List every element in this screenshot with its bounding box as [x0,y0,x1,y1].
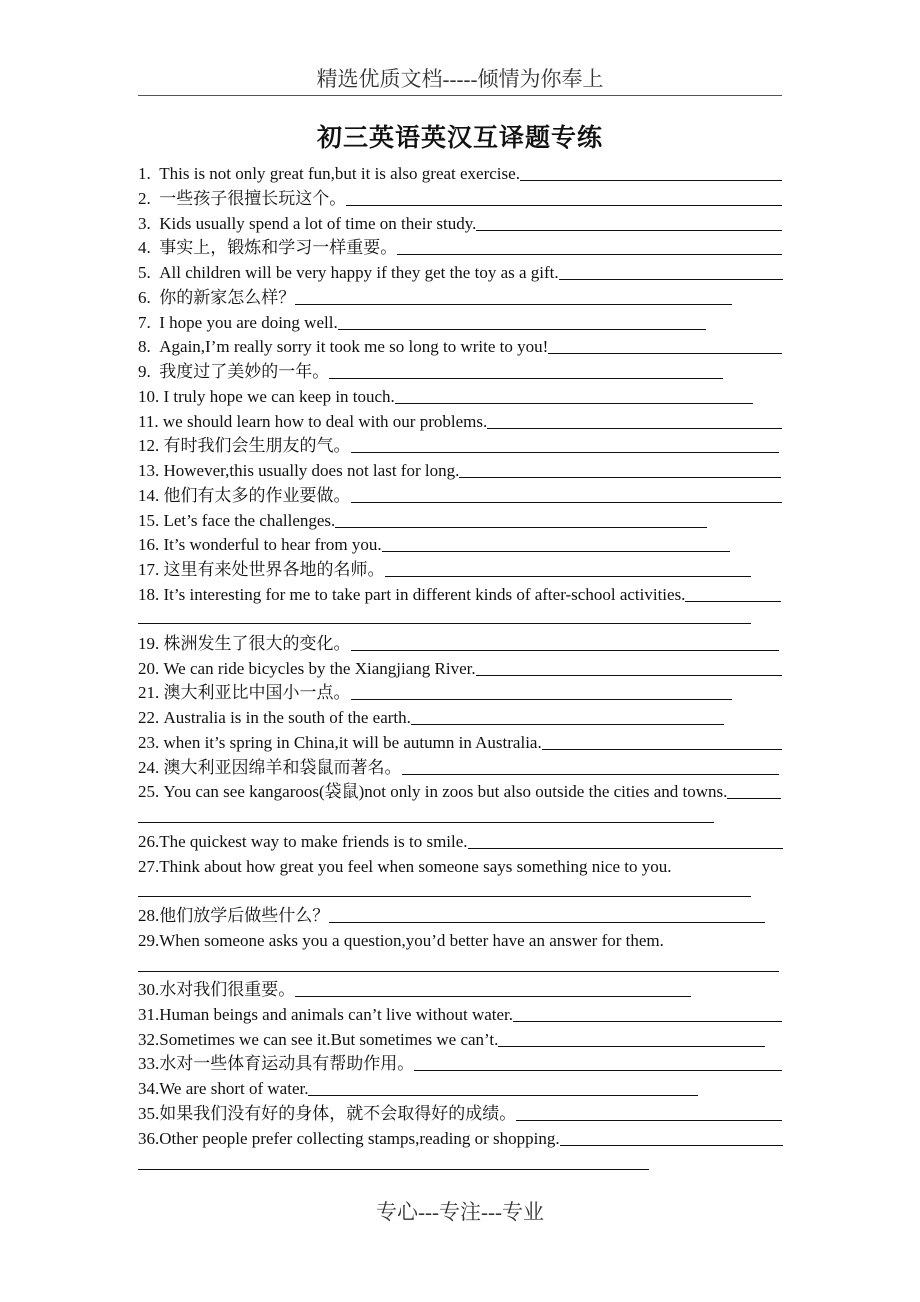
exercise-item [138,1100,782,1124]
item-number: 16. [138,535,164,554]
answer-blank[interactable] [560,1145,783,1146]
item-number: 2. [138,189,160,208]
exercise-item [138,828,783,852]
answer-line[interactable] [138,822,714,823]
item-text: Again,I’m really sorry it took me so long to write to you! [159,337,549,356]
answer-blank[interactable] [468,848,783,849]
item-text: I hope you are doing well. [159,313,338,332]
item-text: 他们放学后做些什么？ [159,906,330,925]
item-number: 31. [138,1005,160,1024]
item-number: 22. [138,708,164,727]
answer-blank[interactable] [411,724,724,725]
exercise-item [138,778,781,802]
page-title: 初三英语英汉互译题专练 [316,125,603,152]
item-text: However,this usually does not last for long. [163,461,460,480]
item-text: Other people prefer collecting stamps,reading or shopping. [159,1129,560,1148]
item-text: Sometimes we can see it.But sometimes we can’t. [159,1030,499,1049]
item-number: 6. [138,288,160,307]
item-text: You can see kangaroos(袋鼠)not only in zoos but also outside the cities and towns. [163,782,728,801]
item-text: we should learn how to deal with our problems. [162,412,488,431]
item-number: 26. [138,832,160,851]
answer-blank[interactable] [329,378,723,379]
answer-blank[interactable] [542,749,782,750]
item-text: 事实上，锻炼和学习一样重要。 [159,238,398,257]
item-text: 他们有太多的作业要做。 [163,486,351,505]
item-text: It’s wonderful to hear from you. [163,535,382,554]
exercise-item [138,655,782,679]
exercise-item [138,531,730,555]
exercise-item [138,457,781,481]
answer-blank[interactable] [414,1070,782,1071]
item-number: 13. [138,461,164,480]
exercise-item [138,333,782,357]
answer-blank[interactable] [351,699,732,700]
item-number: 35. [138,1104,160,1123]
item-number: 32. [138,1030,160,1049]
item-text: 一些孩子很擅长玩这个。 [159,189,347,208]
item-number: 30. [138,980,160,999]
item-text: We can ride bicycles by the Xiangjiang River. [163,659,476,678]
item-text: This is not only great fun,but it is also great exercise. [159,164,520,183]
exercise-item [138,284,732,308]
item-number: 25. [138,782,164,801]
item-text: Australia is in the south of the earth. [163,708,411,727]
item-number: 21. [138,683,164,702]
exercise-item [138,1050,782,1074]
answer-blank[interactable] [295,996,691,997]
answer-blank[interactable] [685,601,781,602]
item-number: 8. [138,337,160,356]
item-number: 29. [138,931,160,950]
exercise-item [138,185,782,209]
item-number: 5. [138,263,160,282]
item-number: 12. [138,436,164,455]
exercise-item [138,754,779,778]
answer-line[interactable] [138,1169,649,1170]
item-text: Think about how great you feel when someone says something nice to you. [159,857,672,876]
exercise-item [138,408,782,432]
exercise-item [138,210,782,234]
answer-blank[interactable] [402,774,779,775]
exercise-item [138,160,782,184]
answer-blank[interactable] [397,254,782,255]
item-number: 15. [138,511,164,530]
item-number: 20. [138,659,164,678]
exercise-item [138,1026,765,1050]
item-text: 澳大利亚因绵羊和袋鼠而著名。 [163,758,402,777]
answer-line[interactable] [138,971,779,972]
page-footer: 专心---专注---专业 [376,1200,544,1224]
exercise-item [138,853,672,877]
answer-blank[interactable] [351,502,782,503]
answer-blank[interactable] [295,304,732,305]
exercise-item [138,1125,783,1149]
exercise-item [138,432,779,456]
answer-blank[interactable] [476,675,782,676]
item-number: 36. [138,1129,160,1148]
item-number: 19. [138,634,164,653]
answer-blank[interactable] [351,452,779,453]
exercise-item [138,630,779,654]
item-text: when it’s spring in China,it will be autumn in Australia. [163,733,542,752]
item-text: The quickest way to make friends is to smile. [159,832,468,851]
answer-blank[interactable] [516,1120,782,1121]
item-text: I truly hope we can keep in touch. [163,387,395,406]
item-number: 23. [138,733,164,752]
item-text: Kids usually spend a lot of time on their study. [159,214,477,233]
exercise-item [138,1001,782,1025]
exercise-item [138,679,732,703]
exercise-item [138,704,724,728]
page-header: 精选优质文档-----倾情为你奉上 [316,67,604,91]
item-number: 33. [138,1054,160,1073]
answer-blank[interactable] [382,551,730,552]
answer-line[interactable] [138,623,751,624]
item-number: 24. [138,758,164,777]
item-number: 18. [138,585,164,604]
answer-blank[interactable] [548,353,782,354]
exercise-item [138,729,782,753]
answer-blank[interactable] [338,329,706,330]
item-text: All children will be very happy if they get the toy as a gift. [159,263,559,282]
answer-blank[interactable] [329,922,765,923]
answer-blank[interactable] [498,1046,765,1047]
exercise-item [138,383,753,407]
item-number: 10. [138,387,164,406]
item-text: 水对我们很重要。 [159,980,296,999]
item-number: 17. [138,560,164,579]
item-number: 7. [138,313,160,332]
item-text: 澳大利亚比中国小一点。 [163,683,351,702]
exercise-item [138,507,707,531]
item-text: Human beings and animals can’t live without water. [159,1005,514,1024]
answer-blank[interactable] [487,428,782,429]
item-text: 这里有来处世界各地的名师。 [163,560,385,579]
answer-blank[interactable] [351,650,779,651]
answer-line[interactable] [138,896,751,897]
exercise-item [138,927,664,951]
item-text: When someone asks you a question,you’d better have an answer for them. [159,931,664,950]
item-text: 你的新家怎么样？ [159,288,296,307]
exercise-item [138,309,706,333]
answer-blank[interactable] [459,477,781,478]
answer-blank[interactable] [385,576,751,577]
answer-blank[interactable] [308,1095,698,1096]
answer-blank[interactable] [513,1021,782,1022]
answer-blank[interactable] [727,798,781,799]
item-number: 28. [138,906,160,925]
exercise-item [138,234,782,258]
item-text: 有时我们会生朋友的气。 [163,436,351,455]
exercise-item [138,1075,698,1099]
exercise-item [138,358,723,382]
item-text: 我度过了美妙的一年。 [159,362,330,381]
answer-blank[interactable] [476,230,782,231]
item-text: 株洲发生了很大的变化。 [163,634,351,653]
item-number: 14. [138,486,164,505]
item-text: Let’s face the challenges. [163,511,336,530]
item-text: It’s interesting for me to take part in different kinds of after-school activities. [163,585,686,604]
exercise-item [138,482,782,506]
answer-blank[interactable] [520,180,782,181]
exercise-item [138,902,765,926]
exercise-item [138,976,691,1000]
item-number: 3. [138,214,160,233]
item-number: 34. [138,1079,160,1098]
exercise-item [138,581,781,605]
item-text: 水对一些体育运动具有帮助作用。 [159,1054,415,1073]
exercise-item [138,556,751,580]
item-text: We are short of water. [159,1079,309,1098]
answer-blank[interactable] [335,527,707,528]
item-number: 9. [138,362,160,381]
item-number: 1. [138,164,160,183]
item-number: 4. [138,238,160,257]
answer-blank[interactable] [346,205,782,206]
item-number: 27. [138,857,160,876]
exercise-item [138,259,783,283]
item-text: 如果我们没有好的身体，就不会取得好的成绩。 [159,1104,517,1123]
answer-blank[interactable] [559,279,783,280]
item-number: 11. [138,412,163,431]
answer-blank[interactable] [395,403,753,404]
